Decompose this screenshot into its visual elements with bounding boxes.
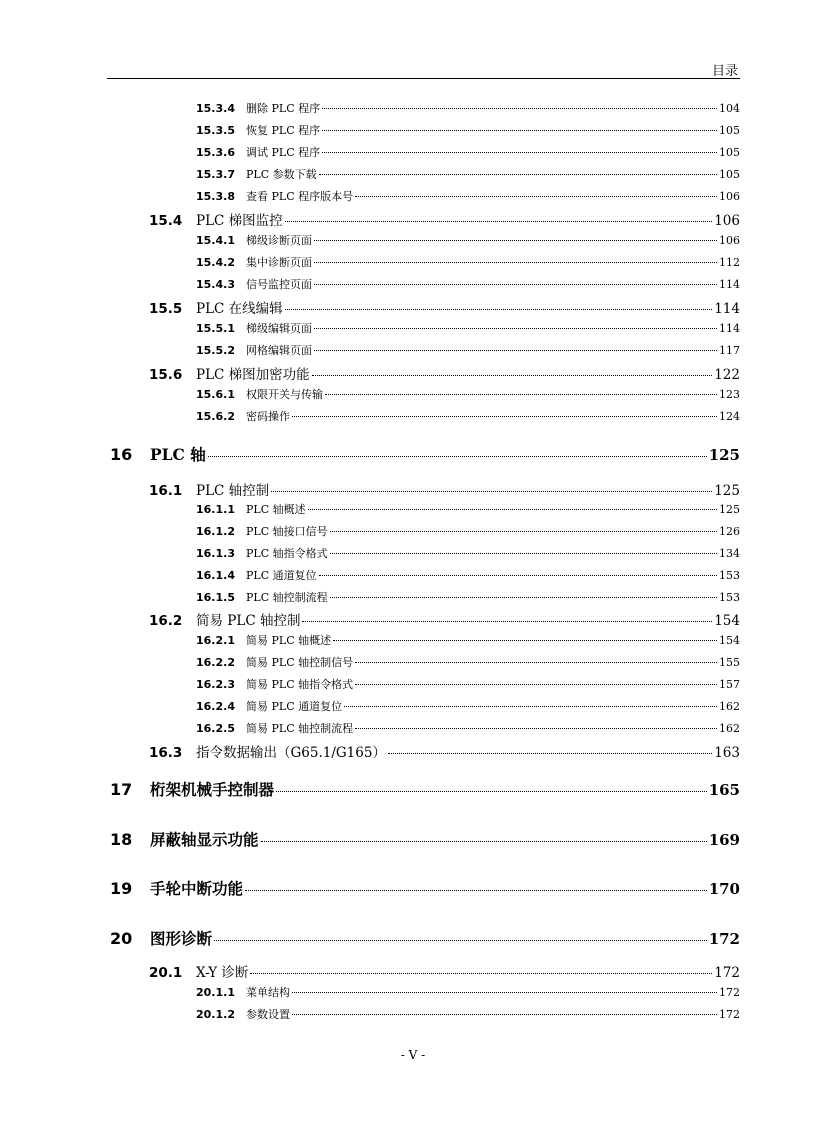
dot-leader: [261, 841, 707, 842]
dot-leader: [208, 456, 707, 457]
toc-entry-number: 20.1.1: [196, 986, 235, 999]
toc-entry-title: 简易 PLC 轴指令格式: [246, 678, 354, 691]
toc-entry-title: PLC 轴: [150, 445, 206, 464]
toc-entry[interactable]: [0, 166, 740, 186]
toc-entry-page: 126: [719, 525, 740, 538]
dot-leader: [314, 262, 717, 263]
toc-entry-number: 16.1.2: [196, 525, 235, 538]
toc-entry-title: 手轮中断功能: [150, 879, 244, 898]
dot-leader: [322, 108, 717, 109]
toc-entry-title: 简易 PLC 轴控制: [196, 613, 301, 629]
toc-entry-page: 153: [719, 569, 740, 582]
toc-entry[interactable]: [0, 828, 740, 852]
toc-entry-page: 162: [719, 700, 740, 713]
dot-leader: [314, 350, 717, 351]
toc-entry[interactable]: [0, 523, 740, 543]
dot-leader: [314, 240, 717, 241]
toc-entry-page: 117: [719, 344, 740, 357]
dot-leader: [312, 375, 713, 376]
toc-entry-number: 16.1.1: [196, 503, 235, 516]
dot-leader: [245, 890, 707, 891]
toc-entry-page: 114: [719, 322, 740, 335]
toc-entry[interactable]: [0, 386, 740, 406]
toc-entry[interactable]: [0, 297, 740, 319]
toc-entry-number: 15.3.7: [196, 168, 235, 181]
dot-leader: [292, 1014, 717, 1015]
toc-entry-title: X-Y 诊断: [196, 965, 249, 981]
toc-entry-title: 网格编辑页面: [246, 344, 312, 357]
toc-entry-number: 16.3: [149, 745, 183, 761]
dot-leader: [319, 575, 717, 576]
toc-entry-number: 20.1.2: [196, 1008, 235, 1021]
dot-leader: [344, 706, 717, 707]
toc-entry[interactable]: [0, 443, 740, 467]
toc-entry-number: 16.2.3: [196, 678, 235, 691]
toc-entry-title: 桁架机械手控制器: [150, 780, 275, 799]
toc-entry[interactable]: [0, 698, 740, 718]
dot-leader: [292, 416, 717, 417]
toc-entry-title: 梯级诊断页面: [246, 234, 312, 247]
toc-entry[interactable]: [0, 778, 740, 802]
toc-entry-page: 153: [719, 591, 740, 604]
toc-entry-page: 125: [714, 483, 740, 499]
toc-entry-title: 查看 PLC 程序版本号: [246, 190, 354, 203]
toc-entry-number: 15.4.1: [196, 234, 235, 247]
dot-leader: [292, 992, 717, 993]
toc-entry[interactable]: [0, 363, 740, 385]
dot-leader: [322, 152, 717, 153]
toc-entry-number: 15.6.1: [196, 388, 235, 401]
toc-entry[interactable]: [0, 144, 740, 164]
dot-leader: [333, 640, 717, 641]
toc-entry[interactable]: [0, 589, 740, 609]
toc-entry-title: 指令数据输出（G65.1/G165）: [196, 745, 386, 761]
toc-entry-page: 172: [719, 1008, 740, 1021]
toc-entry-page: 112: [719, 256, 740, 269]
toc-entry-number: 16: [110, 445, 133, 464]
toc-entry-number: 15.4.3: [196, 278, 235, 291]
toc-entry-number: 16.2.2: [196, 656, 235, 669]
toc-entry-number: 16.1.4: [196, 569, 235, 582]
toc-entry-title: PLC 在线编辑: [196, 301, 283, 317]
toc-entry-page: 106: [714, 213, 740, 229]
toc-entry-number: 15.4.2: [196, 256, 235, 269]
dot-leader: [250, 973, 712, 974]
toc-entry-page: 169: [708, 831, 740, 849]
page-number: - V -: [400, 1048, 426, 1062]
toc-entry-number: 15.6: [149, 367, 183, 383]
toc-entry-page: 106: [719, 190, 740, 203]
toc-entry-number: 15.5: [149, 301, 183, 317]
toc-entry[interactable]: [0, 122, 740, 142]
dot-leader: [388, 753, 712, 754]
toc-entry-page: 154: [719, 634, 740, 647]
toc-entry-number: 16.1.3: [196, 547, 235, 560]
toc-entry-title: 图形诊断: [150, 929, 213, 948]
toc-entry-title: PLC 梯图监控: [196, 213, 283, 229]
toc-entry-page: 106: [719, 234, 740, 247]
dot-leader: [314, 328, 717, 329]
toc-entry-page: 157: [719, 678, 740, 691]
toc-entry-title: 简易 PLC 轴概述: [246, 634, 332, 647]
toc-entry[interactable]: [0, 984, 740, 1004]
dot-leader: [285, 221, 713, 222]
toc-entry[interactable]: [0, 877, 740, 901]
dot-leader: [325, 394, 717, 395]
dot-leader: [355, 684, 717, 685]
toc-entry-number: 20: [110, 929, 133, 948]
toc-entry[interactable]: [0, 654, 740, 674]
toc-entry[interactable]: [0, 276, 740, 296]
toc-entry-number: 15.3.5: [196, 124, 235, 137]
toc-entry-title: 梯级编辑页面: [246, 322, 312, 335]
toc-entry-title: PLC 轴接口信号: [246, 525, 328, 538]
toc-entry[interactable]: [0, 927, 740, 951]
toc-entry[interactable]: [0, 741, 740, 763]
toc-entry[interactable]: [0, 209, 740, 231]
toc-entry-page: 122: [714, 367, 740, 383]
toc-entry-title: PLC 梯图加密功能: [196, 367, 310, 383]
toc-entry-number: 15.3.6: [196, 146, 235, 159]
toc-entry-page: 125: [719, 503, 740, 516]
toc-entry-page: 125: [708, 446, 740, 464]
toc-entry-title: PLC 轴概述: [246, 503, 306, 516]
toc-entry-title: PLC 通道复位: [246, 569, 317, 582]
toc-entry-number: 17: [110, 780, 133, 799]
toc-entry[interactable]: [0, 1006, 740, 1026]
toc-entry[interactable]: [0, 609, 740, 631]
toc-entry[interactable]: [0, 342, 740, 362]
toc-entry[interactable]: [0, 567, 740, 587]
toc-entry-page: 163: [714, 745, 740, 761]
toc-entry[interactable]: [0, 100, 740, 120]
toc-entry-page: 105: [719, 168, 740, 181]
dot-leader: [319, 174, 717, 175]
toc-entry-number: 16.1.5: [196, 591, 235, 604]
toc-entry-page: 172: [714, 965, 740, 981]
toc-entry-number: 15.6.2: [196, 410, 235, 423]
toc-entry-title: 简易 PLC 轴控制流程: [246, 722, 354, 735]
toc-entry-number: 15.5.2: [196, 344, 235, 357]
toc-entry-number: 19: [110, 879, 133, 898]
header-title: 目录: [711, 64, 738, 79]
toc-entry-page: 114: [719, 278, 740, 291]
toc-entry-title: 屏蔽轴显示功能: [150, 830, 259, 849]
toc-entry-page: 104: [719, 102, 740, 115]
dot-leader: [322, 130, 717, 131]
toc-entry-page: 123: [719, 388, 740, 401]
toc-entry[interactable]: [0, 632, 740, 652]
dot-leader: [276, 791, 707, 792]
toc-entry-number: 15.5.1: [196, 322, 235, 335]
dot-leader: [330, 531, 717, 532]
toc-entry-page: 155: [719, 656, 740, 669]
toc-entry-title: 集中诊断页面: [246, 256, 312, 269]
toc-entry[interactable]: [0, 501, 740, 521]
toc-entry[interactable]: [0, 232, 740, 252]
toc-entry-number: 15.3.4: [196, 102, 235, 115]
toc-entry-title: 简易 PLC 轴控制信号: [246, 656, 354, 669]
toc-entry-number: 15.4: [149, 213, 183, 229]
toc-entry-title: 信号监控页面: [246, 278, 312, 291]
toc-entry-page: 162: [719, 722, 740, 735]
toc-entry-page: 124: [719, 410, 740, 423]
toc-entry-number: 16.2.1: [196, 634, 235, 647]
dot-leader: [285, 309, 713, 310]
dot-leader: [355, 728, 717, 729]
toc-entry-page: 134: [719, 547, 740, 560]
toc-entry-number: 16.1: [149, 483, 183, 499]
dot-leader: [355, 662, 717, 663]
toc-entry[interactable]: [0, 961, 740, 983]
toc-entry-title: PLC 参数下载: [246, 168, 317, 181]
toc-entry-number: 16.2: [149, 613, 183, 629]
toc-entry[interactable]: [0, 320, 740, 340]
toc-entry-title: 调试 PLC 程序: [246, 146, 321, 159]
toc-entry-title: PLC 轴指令格式: [246, 547, 328, 560]
toc-entry-number: 18: [110, 830, 133, 849]
toc-entry-page: 172: [719, 986, 740, 999]
toc-entry[interactable]: [0, 254, 740, 274]
toc-entry-title: 权限开关与传输: [246, 388, 323, 401]
toc-entry[interactable]: [0, 676, 740, 696]
toc-entry-title: 恢复 PLC 程序: [246, 124, 321, 137]
dot-leader: [355, 196, 717, 197]
toc-entry-title: PLC 轴控制流程: [246, 591, 328, 604]
toc-entry-title: PLC 轴控制: [196, 483, 270, 499]
toc-entry-number: 20.1: [149, 965, 183, 981]
toc-entry[interactable]: [0, 408, 740, 428]
toc-entry-number: 16.2.4: [196, 700, 235, 713]
toc-entry-number: 15.3.8: [196, 190, 235, 203]
dot-leader: [330, 553, 717, 554]
dot-leader: [330, 597, 717, 598]
toc-entry-page: 170: [708, 880, 740, 898]
toc-entry[interactable]: [0, 188, 740, 208]
toc-entry-page: 165: [708, 781, 740, 799]
dot-leader: [271, 491, 712, 492]
toc-entry-title: 密码操作: [246, 410, 290, 423]
toc-entry-title: 简易 PLC 通道复位: [246, 700, 343, 713]
toc-entry-title: 删除 PLC 程序: [246, 102, 321, 115]
toc-entry-page: 172: [708, 930, 740, 948]
toc-entry-title: 菜单结构: [246, 986, 290, 999]
toc-entry-page: 114: [714, 301, 740, 317]
dot-leader: [314, 284, 717, 285]
dot-leader: [214, 940, 707, 941]
toc-entry-title: 参数设置: [246, 1008, 290, 1021]
dot-leader: [302, 621, 712, 622]
toc-entry[interactable]: [0, 479, 740, 501]
dot-leader: [308, 509, 717, 510]
toc-entry-page: 105: [719, 124, 740, 137]
toc-entry-page: 154: [714, 613, 740, 629]
toc-entry[interactable]: [0, 545, 740, 565]
toc-entry[interactable]: [0, 720, 740, 740]
toc-entry-page: 105: [719, 146, 740, 159]
toc-entry-number: 16.2.5: [196, 722, 235, 735]
